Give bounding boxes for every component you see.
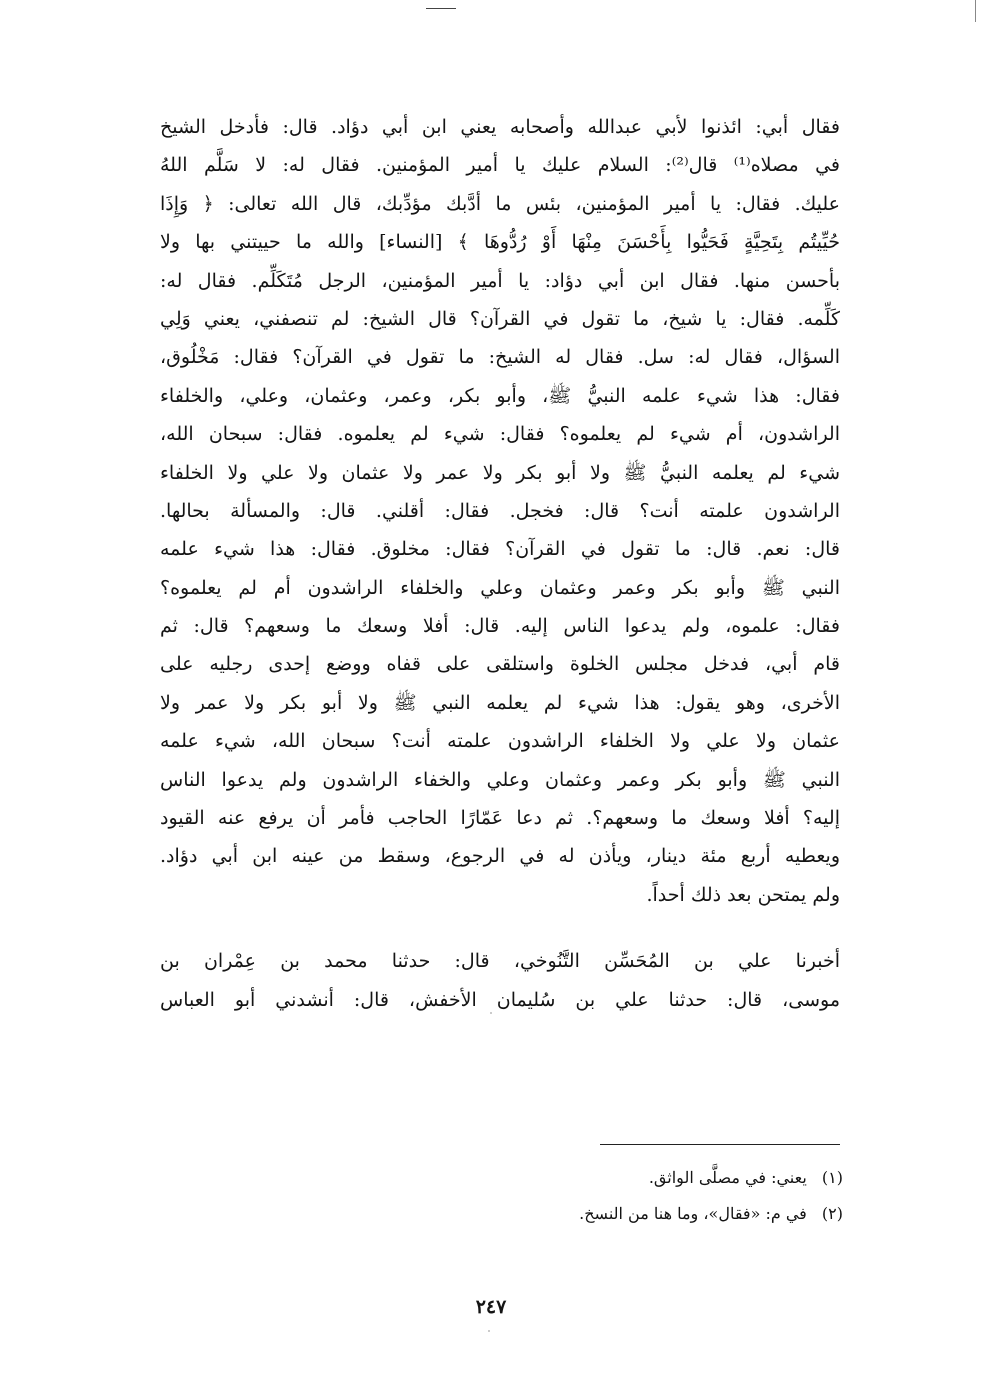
scan-speck <box>490 1012 492 1014</box>
text-line: فقال: هذا شيء علمه النبيُّ ﷺ، وأبو بكر، وعمر، وعثمان، وعلي، والخلفاء <box>160 384 840 407</box>
text-line: موسى، قال: حدثنا علي بن سُليمان الأخفش، قال: أنشدني أبو العباس <box>160 988 840 1011</box>
text-line: بأحسن منها. فقال ابن أبي دؤاد: يا أمير المؤمنين، الرجل مُتَكَلِّم. فقال له: <box>160 269 840 292</box>
text-line: قال: نعم. قال: ما تقول في القرآن؟ فقال: مخلوق. فقال: هذا شيء علمه <box>160 538 840 561</box>
text-line: فقال أبي: ائذنوا لأبي عبدالله وأصحابه يعني ابن أبي دؤاد. قال: فأدخل الشيخ <box>160 116 840 138</box>
main-text-block <box>160 108 840 1019</box>
text-line: حُيِّيتُم بِتَحِيَّةٍ فَحَيُّوا بِأَحْسَنَ مِنْهَا أَوْ رُدُّوهَا ﴾ [النساء] والله ما حييتني بها ولا <box>160 231 840 254</box>
footnote-text: يعني: في مصلَّى الواثق. <box>648 1168 807 1187</box>
text-line: الأخرى، وهو يقول: هذا شيء لم يعلمه النبي ﷺ ولا أبو بكر ولا عمر ولا <box>160 691 840 714</box>
footnote-item <box>500 1160 843 1196</box>
scan-edge-mark <box>975 0 976 22</box>
footnote-separator <box>600 1144 840 1145</box>
text-line: إليه؟ أفلا وسعك ما وسعهم؟. ثم دعا عَمّارًا الحاجب فأمر أن يرفع عنه القيود <box>160 807 840 830</box>
footnote-number: (١) <box>821 1168 843 1187</box>
text-line: الراشدون، أم شيء لم يعلموه؟ فقال: شيء لم يعلموه. فقال: سبحان الله، <box>160 423 840 446</box>
footnote-item <box>500 1196 843 1232</box>
text-line: ويعطيه أربع مئة دينار، ويأذن له في الرجوع، وسقط من عينه ابن أبي دؤاد. <box>160 845 840 868</box>
text-line: السؤال، فقال له: سل. فقال له الشيخ: ما تقول في القرآن؟ فقال: مَخْلُوق، <box>160 346 840 369</box>
page-number: ٢٤٧ <box>475 1296 507 1318</box>
text-line: كَلِّمه. فقال: يا شيخ، ما تقول في القرآن؟ قال الشيخ: لم تنصفني، يعني وَلِي <box>160 307 840 330</box>
footnote-number: (٢) <box>821 1204 843 1223</box>
text-line: فقال: علموه، ولم يدعوا الناس إليه. قال: أفلا وسعك ما وسعهم؟ قال: ثم <box>160 615 840 638</box>
footnote-text: في م: «فقال»، وما هنا من النسخ. <box>579 1204 807 1223</box>
text-line: في مصلاه⁽¹⁾ قال⁽²⁾: السلام عليك يا أمير المؤمنين. فقال له: لا سَلَّم اللهُ <box>160 154 840 177</box>
text-line: النبي ﷺ وأبو بكر وعمر وعثمان وعلي والخفاء الراشدون ولم يدعوا الناس <box>160 768 840 791</box>
top-margin-mark <box>426 8 456 9</box>
text-line: الراشدون علمته أنت؟ قال: فخجل. فقال: أقلني. قال: والمسألة بحالها. <box>160 499 840 522</box>
text-line: قام أبي، فدخل مجلس الخلوة واستلقى على قفاه ووضع إحدى رجليه على <box>160 653 840 676</box>
text-line: أخبرنا علي بن المُحَسِّن التَّنُوخي، قال: حدثنا محمد بن عِمْران بن <box>160 950 840 973</box>
text-line: النبي ﷺ وأبو بكر وعمر وعثمان وعلي والخلفاء الراشدون أم لم يعلموه؟ <box>160 576 840 599</box>
text-line: ولم يمتحن بعد ذلك أحداً. <box>646 883 840 906</box>
scan-speck <box>488 1330 490 1332</box>
paragraph-gap <box>160 914 840 942</box>
footnotes-block <box>500 1160 843 1232</box>
text-line: عثمان ولا علي ولا الخلفاء الراشدون علمته أنت؟ سبحان الله، شيء علمه <box>160 730 840 753</box>
text-line: شيء لم يعلمه النبيُّ ﷺ ولا أبو بكر ولا عمر ولا عثمان ولا علي ولا الخلفاء <box>160 461 840 484</box>
text-line: عليك. فقال: يا أمير المؤمنين، بئس ما أدَّبك مؤدِّبك، قال الله تعالى: ﴿ وَإِذَا <box>160 192 840 215</box>
